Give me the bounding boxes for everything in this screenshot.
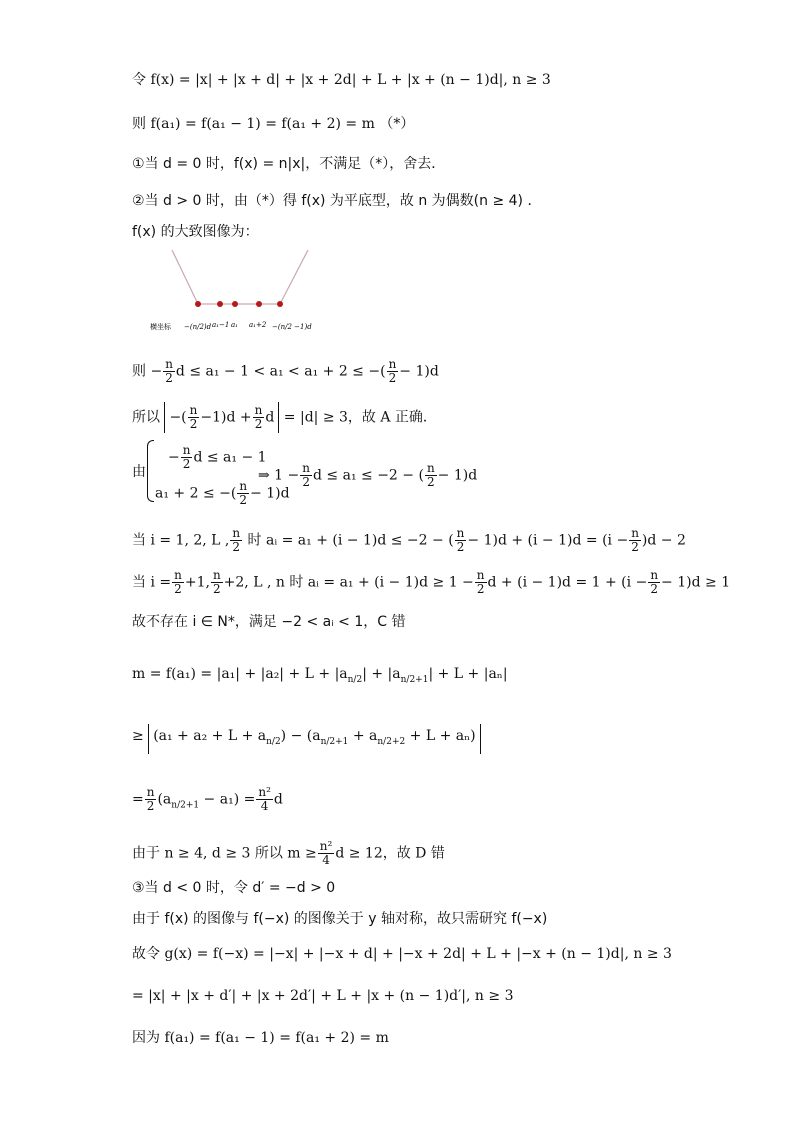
- m-triangle-ineq: ≥ $(a_1 + a_2 + L + a_{n/2}) - (a_{n/2+1} + a_{n/2+2} + L + a_n)$: [132, 724, 481, 754]
- eq-because: 因为 f(a₁) = f(a₁ − 1) = f(a₁ + 2) = m: [132, 1030, 389, 1046]
- graph-point: [217, 301, 223, 307]
- system-row-2: a₁ + 2 ≤ −( $\frac{n}{2}$ − 1)d: [155, 479, 290, 507]
- system-prefix: 由: [132, 464, 146, 480]
- graph-tick-2: a₁−1: [212, 321, 230, 329]
- flat-bottom-graph: [140, 245, 320, 345]
- conclusion-d: 由于 n ≥ 4, d ≥ 3 所以 m ≥ $\frac{\text{n²}}{4}$ d ≥ 12，故 D 错: [132, 839, 445, 867]
- case-d-positive: ②当 d > 0 时，由（*）得 f(x) 为平底型，故 n 为偶数(n ≥ 4) ．: [132, 193, 542, 209]
- eq-define-f: 令 f(x) = |x| + |x + d| + |x + 2d| + L + |x + (n − 1)d|, n ≥ 3: [132, 72, 551, 88]
- eq-g-rewrite: = |x| + |x + d′| + |x + 2d′| + L + |x + (n − 1)d′|, n ≥ 3: [132, 988, 514, 1004]
- system-brace: [147, 440, 154, 502]
- graph-right-branch: [280, 250, 308, 304]
- system-result: ⇒ 1 − $\frac{n}{2}$ d ≤ a₁ ≤ −2 − ( $\frac{n}{2}$ − 1)d: [258, 461, 478, 489]
- eq-define-g: 故令 g(x) = f(−x) = |−x| + |−x + d| + |−x + 2d| + L + |−x + (n − 1)d|, n ≥ 3: [132, 946, 672, 962]
- graph-axis-label: 横坐标: [150, 323, 171, 331]
- eq-condition-star: 则 f(a₁) = f(a₁ − 1) = f(a₁ + 2) = m （*）: [132, 116, 415, 132]
- graph-point: [256, 301, 262, 307]
- case-d-zero: ①当 d = 0 时，f(x) = n|x|，不满足（*），舍去．: [132, 156, 446, 172]
- conclusion-a: 所以 −( $\frac{n}{2}$ −1)d + $\frac{n}{2}$ d = |d| ≥ 3，故 A 正确．: [132, 403, 437, 431]
- case-i-first-half: 当 i = 1, 2, L , $\frac{n}{2}$ 时 aᵢ = a₁ + (i − 1)d ≤ −2 − ( $\frac{n}{2}$ − 1)d + (i − 1)d = (i − $\frac{n}{2}$ )d − 2: [132, 526, 686, 554]
- symmetry-note: 由于 f(x) 的图像与 f(−x) 的图像关于 y 轴对称，故只需研究 f(−x): [132, 911, 548, 927]
- m-equals: = $\frac{n}{2}$ $(a_{n/2+1} - a_1)$ = $\frac{\text{n²}}{4}$ d: [132, 785, 283, 813]
- graph-tick-3: a₁: [231, 321, 238, 329]
- graph-tick-5: −(n/2 −1)d: [272, 323, 312, 331]
- graph-tick-1: −(n/2)d: [184, 323, 212, 331]
- graph-point: [277, 301, 283, 307]
- graph-left-branch: [172, 250, 198, 304]
- graph-tick-4: a₁+2: [249, 321, 267, 329]
- conclusion-c: 故不存在 i ∈ N*，满足 −2 < aᵢ < 1，C 错: [132, 614, 406, 630]
- system-row-1: − $\frac{n}{2}$ d ≤ a₁ − 1: [168, 443, 267, 471]
- graph-point: [232, 301, 238, 307]
- graph-point: [195, 301, 201, 307]
- graph-caption: f(x) 的大致图像为：: [132, 224, 259, 240]
- m-sum-abs: $m = f(a_1) = |a_1| + |a_2| + L + |a_{n/2}| + |a_{n/2+1}| + L + |a_n|$: [132, 666, 508, 685]
- case-i-second-half: 当 i = $\frac{n}{2}$ +1, $\frac{n}{2}$ +2, L , n 时 aᵢ = a₁ + (i − 1)d ≥ 1 − $\frac{n}{2}$ d + (i − 1)d = 1 + (i − $\frac{n}{2}$ − 1)d ≥ 1: [132, 568, 731, 596]
- ineq-range: 则 − $\frac{n}{2}$ d ≤ a₁ − 1 < a₁ < a₁ + 2 ≤ −( $\frac{n}{2}$ − 1)d: [132, 357, 439, 385]
- case-d-negative: ③当 d < 0 时，令 d′ = −d > 0: [132, 880, 336, 896]
